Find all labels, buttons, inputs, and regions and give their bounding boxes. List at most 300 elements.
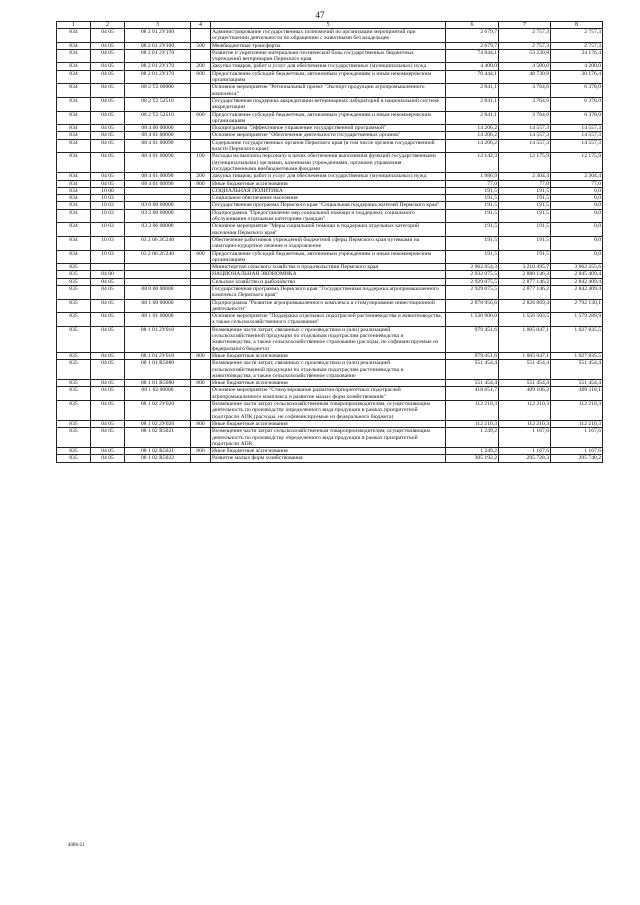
target-code-cell: 03 2 00 00000 — [125, 209, 191, 223]
description-cell: Сельское хозяйство и рыболовство — [211, 278, 446, 285]
amount-year3-cell: 0,0 — [551, 236, 603, 250]
amount-year1-cell: 2 878 956,6 — [446, 299, 499, 313]
table-row — [57, 139, 603, 153]
expense-type-cell — [191, 84, 211, 98]
table-row — [57, 236, 603, 250]
target-code-cell: 03 0 00 00000 — [125, 202, 191, 209]
target-code-cell: 08 1 02 2У020 — [125, 401, 191, 421]
description-cell: Социальное обеспечение населения — [211, 195, 446, 202]
amount-year2-cell: 14 557,3 — [499, 132, 551, 139]
expense-type-cell: 800 — [191, 380, 211, 387]
ministry-code-cell: 835 — [57, 401, 91, 421]
table-row — [57, 180, 603, 187]
amount-year1-cell: 2 932 075,5 — [446, 271, 499, 278]
amount-year3-cell: 0,0 — [551, 187, 603, 194]
header-cell: 7 — [499, 22, 551, 29]
section-code-cell: 10 03 — [91, 236, 125, 250]
ministry-code-cell: 835 — [57, 455, 91, 462]
amount-year1-cell: 2 929 075,5 — [446, 278, 499, 285]
target-code-cell: 08 4 01 00090 — [125, 153, 191, 173]
section-code-cell: 04 05 — [91, 352, 125, 359]
target-code-cell: 03 2 06 00000 — [125, 223, 191, 237]
amount-year2-cell: 53 230,8 — [499, 49, 551, 63]
amount-year2-cell: 191,5 — [499, 202, 551, 209]
ministry-code-cell: 834 — [57, 202, 91, 209]
table-body — [57, 29, 603, 463]
amount-year1-cell: 14 206,2 — [446, 132, 499, 139]
amount-year2-cell: 112 210,3 — [499, 420, 551, 427]
target-code-cell: 08 2 01 2У100 — [125, 42, 191, 49]
amount-year1-cell: 191,5 — [446, 250, 499, 264]
section-code-cell: 04 05 — [91, 401, 125, 421]
table-row — [57, 250, 603, 264]
amount-year1-cell: 305 192,2 — [446, 455, 499, 462]
amount-year2-cell: 77,0 — [499, 180, 551, 187]
amount-year1-cell: 1 249,2 — [446, 448, 499, 455]
target-code-cell: 08 2 01 2У170 — [125, 70, 191, 84]
amount-year1-cell: 2 929 075,5 — [446, 285, 499, 299]
amount-year3-cell: 295 740,2 — [551, 455, 603, 462]
section-code-cell: 04 05 — [91, 420, 125, 427]
table-row — [57, 326, 603, 352]
ministry-code-cell: 834 — [57, 209, 91, 223]
target-code-cell: 08 0 00 00000 — [125, 285, 191, 299]
amount-year1-cell: 74 844,1 — [446, 49, 499, 63]
description-cell: Иные бюджетные ассигнования — [211, 380, 446, 387]
target-code-cell: 08 2 T2 00000 — [125, 84, 191, 98]
target-code-cell — [125, 271, 191, 278]
amount-year2-cell: 12 175,9 — [499, 153, 551, 173]
target-code-cell: 08 1 02 2У020 — [125, 420, 191, 427]
ministry-code-cell: 834 — [57, 173, 91, 180]
description-cell: Иные бюджетные ассигнования — [211, 352, 446, 359]
expense-type-cell: 100 — [191, 153, 211, 173]
expense-type-cell — [191, 278, 211, 285]
description-cell: Подпрограмма "Эффективное управление государственной программой" — [211, 125, 446, 132]
amount-year3-cell: 34 176,4 — [551, 49, 603, 63]
amount-year1-cell: 191,5 — [446, 236, 499, 250]
description-cell: Администрирование государственных полномочий по организации мероприятий при осуществлении деятельности по обращению с животными без владельцев — [211, 29, 446, 43]
section-code-cell: 04 05 — [91, 387, 125, 401]
section-code-cell — [91, 264, 125, 271]
amount-year2-cell: 112 210,3 — [499, 401, 551, 421]
expense-type-cell: 800 — [191, 448, 211, 455]
amount-year2-cell: 14 557,3 — [499, 125, 551, 132]
section-code-cell: 04 05 — [91, 278, 125, 285]
amount-year1-cell: 2 679,7 — [446, 42, 499, 49]
amount-year2-cell: 551 454,4 — [499, 360, 551, 380]
target-code-cell — [125, 195, 191, 202]
amount-year3-cell: 2 842 409,4 — [551, 285, 603, 299]
ministry-code-cell: 834 — [57, 97, 91, 111]
section-code-cell: 04 05 — [91, 49, 125, 63]
description-cell: Содержание государственных органов Пермского края (в том числе органов государственной власти Пермского края) — [211, 139, 446, 153]
table-row — [57, 448, 603, 455]
amount-year1-cell: 12 142,3 — [446, 153, 499, 173]
ministry-code-cell: 835 — [57, 285, 91, 299]
amount-year3-cell: 3 062 355,6 — [551, 264, 603, 271]
table-row — [57, 455, 603, 462]
table-row — [57, 420, 603, 427]
target-code-cell: 08 1 01 2У010 — [125, 352, 191, 359]
table-row — [57, 313, 603, 327]
amount-year1-cell: 418 651,7 — [446, 387, 499, 401]
description-cell: Основное мероприятие "Меры социальной помощи и поддержки отдельных категорий населения Пермского края" — [211, 223, 446, 237]
amount-year3-cell: 14 557,3 — [551, 125, 603, 132]
amount-year2-cell: 551 454,4 — [499, 380, 551, 387]
table-row — [57, 299, 603, 313]
description-cell: Основное мероприятие "Региональный проект "Экспорт продукции агропромышленного комплекса" — [211, 84, 446, 98]
section-code-cell: 04 05 — [91, 448, 125, 455]
description-cell: Предоставление субсидий бюджетным, автономным учреждениям и иным некоммерческим организациям — [211, 70, 446, 84]
amount-year1-cell: 14 206,2 — [446, 125, 499, 132]
expense-type-cell — [191, 49, 211, 63]
amount-year1-cell: 979 451,6 — [446, 352, 499, 359]
table-row — [57, 42, 603, 49]
amount-year3-cell: 2 304,4 — [551, 173, 603, 180]
ministry-code-cell: 834 — [57, 29, 91, 43]
expense-type-cell — [191, 125, 211, 132]
table-row — [57, 209, 603, 223]
target-code-cell: 08 1 02 00000 — [125, 387, 191, 401]
document-code: 4086-21 — [68, 843, 85, 848]
table-row — [57, 428, 603, 448]
section-code-cell: 04 05 — [91, 153, 125, 173]
expense-type-cell — [191, 360, 211, 380]
section-code-cell: 04 05 — [91, 70, 125, 84]
section-code-cell: 10 03 — [91, 195, 125, 202]
amount-year1-cell: 191,5 — [446, 202, 499, 209]
target-code-cell: 08 1 02 R5021 — [125, 428, 191, 448]
target-code-cell: 08 1 01 R5080 — [125, 360, 191, 380]
expense-type-cell — [191, 202, 211, 209]
expense-type-cell — [191, 223, 211, 237]
description-cell: Возмещение части затрат сельскохозяйственным товаропроизводителям, осуществляющим деятельность по производству определенного вида продукции в рамках приоритетной подотрасли АПК — [211, 428, 446, 448]
amount-year2-cell: 48 730,8 — [499, 70, 551, 84]
amount-year3-cell: 1 027 835,5 — [551, 326, 603, 352]
amount-year1-cell: 77,0 — [446, 180, 499, 187]
amount-year3-cell: 551 454,4 — [551, 360, 603, 380]
table-row — [57, 271, 603, 278]
amount-year2-cell: 3 764,6 — [499, 111, 551, 125]
amount-year3-cell: 2 792 130,1 — [551, 299, 603, 313]
ministry-code-cell: 835 — [57, 360, 91, 380]
amount-year2-cell: 191,5 — [499, 187, 551, 194]
amount-year3-cell: 112 210,3 — [551, 401, 603, 421]
description-cell: Развитие и укрепление материально-технической базы государственных бюджетных учреждений ветеринарии Пермского края — [211, 49, 446, 63]
table-row — [57, 29, 603, 43]
amount-year3-cell: 12 175,9 — [551, 153, 603, 173]
amount-year1-cell: 2 841,1 — [446, 97, 499, 111]
description-cell: Расходы на выплаты персоналу в целях обеспечения выполнения функций государственными (муниципальными) органами, казенными учреждениями, органами управления государственными внебюджетными фондами — [211, 153, 446, 173]
amount-year1-cell: 551 454,4 — [446, 380, 499, 387]
amount-year1-cell: 2 841,1 — [446, 84, 499, 98]
section-code-cell: 04 00 — [91, 271, 125, 278]
ministry-code-cell: 835 — [57, 380, 91, 387]
target-code-cell: 08 2 T2 52510 — [125, 111, 191, 125]
description-cell: Иные бюджетные ассигнования — [211, 448, 446, 455]
section-code-cell: 10 00 — [91, 187, 125, 194]
expense-type-cell — [191, 187, 211, 194]
amount-year3-cell: 0,0 — [551, 195, 603, 202]
description-cell: Возмещение части затрат, связанных с производством и (или) реализацией сельскохозяйственной продукции по отдельным подотраслям растениеводства и животноводства, а также сельскохозяйственное страхование (расходы, не софинансируемые из федерального бюджета) — [211, 326, 446, 352]
section-code-cell: 04 05 — [91, 180, 125, 187]
amount-year2-cell: 1 556 503,5 — [499, 313, 551, 327]
section-code-cell: 10 03 — [91, 250, 125, 264]
expense-type-cell — [191, 455, 211, 462]
table-row — [57, 352, 603, 359]
ministry-code-cell: 834 — [57, 250, 91, 264]
ministry-code-cell: 834 — [57, 195, 91, 202]
section-code-cell: 04 05 — [91, 139, 125, 153]
table-row — [57, 111, 603, 125]
amount-year3-cell: 2 845 409,4 — [551, 271, 603, 278]
amount-year2-cell: 14 557,3 — [499, 139, 551, 153]
amount-year1-cell: 191,5 — [446, 223, 499, 237]
amount-year2-cell: 1 005 047,1 — [499, 326, 551, 352]
ministry-code-cell: 835 — [57, 313, 91, 327]
expense-type-cell: 800 — [191, 180, 211, 187]
section-code-cell: 04 05 — [91, 125, 125, 132]
ministry-code-cell: 835 — [57, 264, 91, 271]
amount-year3-cell: 6 378,0 — [551, 97, 603, 111]
amount-year2-cell: 191,5 — [499, 250, 551, 264]
amount-year3-cell: 551 454,4 — [551, 380, 603, 387]
section-code-cell: 04 05 — [91, 285, 125, 299]
section-code-cell: 04 05 — [91, 29, 125, 43]
ministry-code-cell: 834 — [57, 63, 91, 70]
description-cell: НАЦИОНАЛЬНАЯ ЭКОНОМИКА — [211, 271, 446, 278]
amount-year3-cell: 14 557,3 — [551, 139, 603, 153]
description-cell: Государственная программа Пермского края "Государственная поддержка агропромышленного комплекса Пермского края" — [211, 285, 446, 299]
target-code-cell: 08 1 02 R5021 — [125, 448, 191, 455]
table-row — [57, 264, 603, 271]
description-cell: Министерство сельского хозяйства и продовольствия Пермского края — [211, 264, 446, 271]
amount-year2-cell: 2 304,4 — [499, 173, 551, 180]
amount-year3-cell: 2 757,3 — [551, 29, 603, 43]
header-row — [57, 22, 603, 29]
target-code-cell: 08 4 01 00000 — [125, 132, 191, 139]
description-cell: Возмещение части затрат сельскохозяйственным товаропроизводителям, осуществляющим деятельность по производству определенного вида продукции в рамках приоритетной подотрасли АПК (расходы, не софинансируемые из федерального бюджета) — [211, 401, 446, 421]
ministry-code-cell: 834 — [57, 236, 91, 250]
target-code-cell: 08 4 01 00090 — [125, 173, 191, 180]
expense-type-cell — [191, 209, 211, 223]
expense-type-cell — [191, 401, 211, 421]
amount-year1-cell: 979 451,6 — [446, 326, 499, 352]
section-code-cell: 04 05 — [91, 360, 125, 380]
description-cell: Основное мероприятие "Поддержка отдельных подотраслей растениеводства и животноводства, а также сельскохозяйственного страхования" — [211, 313, 446, 327]
amount-year2-cell: 1 005 047,1 — [499, 352, 551, 359]
amount-year1-cell: 2 962 654,3 — [446, 264, 499, 271]
header-cell: 5 — [211, 22, 446, 29]
amount-year2-cell: 409 106,2 — [499, 387, 551, 401]
description-cell: Государственная поддержка аккредитации ветеринарных лабораторий в национальной системе аккредитации — [211, 97, 446, 111]
ministry-code-cell: 834 — [57, 49, 91, 63]
ministry-code-cell: 834 — [57, 111, 91, 125]
amount-year2-cell: 3 210 495,7 — [499, 264, 551, 271]
amount-year3-cell: 1 167,6 — [551, 428, 603, 448]
expense-type-cell — [191, 271, 211, 278]
description-cell: Межбюджетные трансферты — [211, 42, 446, 49]
amount-year3-cell: 1 579 289,9 — [551, 313, 603, 327]
expense-type-cell: 600 — [191, 70, 211, 84]
table-row — [57, 401, 603, 421]
ministry-code-cell: 835 — [57, 420, 91, 427]
table-row — [57, 187, 603, 194]
section-code-cell: 04 05 — [91, 380, 125, 387]
description-cell: Иные бюджетные ассигнования — [211, 420, 446, 427]
amount-year3-cell: 409 118,1 — [551, 387, 603, 401]
expense-type-cell: 200 — [191, 173, 211, 180]
expense-type-cell — [191, 236, 211, 250]
amount-year3-cell: 1 027 835,5 — [551, 352, 603, 359]
amount-year3-cell: 0,0 — [551, 209, 603, 223]
table-row — [57, 153, 603, 173]
description-cell: Иные бюджетные ассигнования — [211, 180, 446, 187]
amount-year2-cell: 295 728,3 — [499, 455, 551, 462]
expense-type-cell: 600 — [191, 250, 211, 264]
budget-table — [56, 21, 603, 463]
amount-year3-cell: 112 210,3 — [551, 420, 603, 427]
target-code-cell: 08 1 01 R5080 — [125, 380, 191, 387]
section-code-cell: 04 05 — [91, 84, 125, 98]
description-cell: Закупка товаров, работ и услуг для обеспечения государственных (муниципальных) нужд — [211, 173, 446, 180]
target-code-cell — [125, 278, 191, 285]
amount-year1-cell: 1 249,2 — [446, 428, 499, 448]
amount-year2-cell: 191,5 — [499, 209, 551, 223]
description-cell: Подпрограмма "Развитие агропромышленного комплекса и стимулирование инвестиционной деятельности" — [211, 299, 446, 313]
expense-type-cell — [191, 428, 211, 448]
table-row — [57, 278, 603, 285]
amount-year1-cell: 551 454,4 — [446, 360, 499, 380]
target-code-cell: 08 2 T2 52510 — [125, 97, 191, 111]
amount-year3-cell: 14 557,3 — [551, 132, 603, 139]
description-cell: Предоставление субсидий бюджетным, автономным учреждениям и иным некоммерческим организациям — [211, 250, 446, 264]
amount-year1-cell: 2 841,1 — [446, 111, 499, 125]
ministry-code-cell: 835 — [57, 387, 91, 401]
table-row — [57, 195, 603, 202]
amount-year3-cell: 77,0 — [551, 180, 603, 187]
amount-year1-cell: 14 206,2 — [446, 139, 499, 153]
amount-year1-cell: 1 530 906,0 — [446, 313, 499, 327]
section-code-cell: 04 05 — [91, 455, 125, 462]
section-code-cell: 04 05 — [91, 313, 125, 327]
ministry-code-cell: 834 — [57, 84, 91, 98]
table-row — [57, 380, 603, 387]
target-code-cell: 08 2 01 2У170 — [125, 63, 191, 70]
section-code-cell: 04 05 — [91, 111, 125, 125]
expense-type-cell — [191, 139, 211, 153]
expense-type-cell: 800 — [191, 352, 211, 359]
table-row — [57, 63, 603, 70]
section-code-cell: 10 03 — [91, 209, 125, 223]
ministry-code-cell: 834 — [57, 139, 91, 153]
ministry-code-cell: 835 — [57, 352, 91, 359]
target-code-cell: 08 4 00 00000 — [125, 125, 191, 132]
ministry-code-cell: 835 — [57, 271, 91, 278]
expense-type-cell: 200 — [191, 63, 211, 70]
amount-year1-cell: 191,5 — [446, 195, 499, 202]
expense-type-cell — [191, 264, 211, 271]
table-row — [57, 387, 603, 401]
description-cell: Возмещение части затрат, связанных с производством и (или) реализацией сельскохозяйственной продукции по отдельным подотраслям растениеводства и животноводства, а также сельскохозяйственное страхование — [211, 360, 446, 380]
target-code-cell — [125, 187, 191, 194]
amount-year2-cell: 191,5 — [499, 195, 551, 202]
amount-year2-cell: 191,5 — [499, 223, 551, 237]
ministry-code-cell: 835 — [57, 278, 91, 285]
description-cell: Закупка товаров, работ и услуг для обеспечения государственных (муниципальных) нужд — [211, 63, 446, 70]
target-code-cell: 08 2 01 2У100 — [125, 29, 191, 43]
expense-type-cell — [191, 29, 211, 43]
amount-year3-cell: 0,0 — [551, 202, 603, 209]
target-code-cell: 08 1 01 2У010 — [125, 326, 191, 352]
expense-type-cell — [191, 132, 211, 139]
table-row — [57, 360, 603, 380]
expense-type-cell — [191, 195, 211, 202]
section-code-cell: 10 03 — [91, 223, 125, 237]
expense-type-cell — [191, 326, 211, 352]
header-cell: 1 — [57, 22, 91, 29]
description-cell: Предоставление субсидий бюджетным, автономным учреждениям и иным некоммерческим организациям — [211, 111, 446, 125]
amount-year2-cell: 1 167,6 — [499, 448, 551, 455]
target-code-cell — [125, 264, 191, 271]
amount-year1-cell: 191,5 — [446, 209, 499, 223]
header-cell: 8 — [551, 22, 603, 29]
amount-year3-cell: 30 176,4 — [551, 70, 603, 84]
amount-year3-cell: 6 378,0 — [551, 111, 603, 125]
amount-year1-cell: 112 210,3 — [446, 401, 499, 421]
ministry-code-cell: 834 — [57, 153, 91, 173]
description-cell: Основное мероприятие "Стимулирование развития приоритетных подотраслей агропромышленного комплекса и развитие малых форм хозяйствования" — [211, 387, 446, 401]
section-code-cell: 04 05 — [91, 42, 125, 49]
section-code-cell: 04 05 — [91, 132, 125, 139]
ministry-code-cell: 834 — [57, 42, 91, 49]
ministry-code-cell: 835 — [57, 428, 91, 448]
amount-year3-cell: 1 167,6 — [551, 448, 603, 455]
description-cell: Развитие малых форм хозяйствования — [211, 455, 446, 462]
amount-year2-cell: 1 167,6 — [499, 428, 551, 448]
description-cell: Государственная программа Пермского края "Социальная поддержка жителей Пермского края" — [211, 202, 446, 209]
expense-type-cell: 500 — [191, 42, 211, 49]
table-row — [57, 202, 603, 209]
section-code-cell: 04 05 — [91, 173, 125, 180]
ministry-code-cell: 835 — [57, 448, 91, 455]
description-cell: Обеспечение работников учреждений бюджетной сферы Пермского края путевками на санаторно-курортное лечение и оздоровление — [211, 236, 446, 250]
target-code-cell: 08 1 00 00000 — [125, 299, 191, 313]
target-code-cell: 08 1 01 00000 — [125, 313, 191, 327]
expense-type-cell — [191, 387, 211, 401]
target-code-cell: 03 2 06 2C240 — [125, 250, 191, 264]
ministry-code-cell: 835 — [57, 326, 91, 352]
ministry-code-cell: 835 — [57, 299, 91, 313]
amount-year2-cell: 2 757,3 — [499, 29, 551, 43]
ministry-code-cell: 834 — [57, 70, 91, 84]
amount-year1-cell: 70 444,1 — [446, 70, 499, 84]
table-row — [57, 84, 603, 98]
table-row — [57, 70, 603, 84]
ministry-code-cell: 834 — [57, 125, 91, 132]
section-code-cell: 04 05 — [91, 63, 125, 70]
page-number: 47 — [315, 10, 325, 20]
description-cell: СОЦИАЛЬНАЯ ПОЛИТИКА — [211, 187, 446, 194]
section-code-cell: 10 03 — [91, 202, 125, 209]
description-cell: Подпрограмма "Предоставление мер социальной помощи и поддержки, социального обслуживания отдельным категориям граждан" — [211, 209, 446, 223]
amount-year2-cell: 2 877 146,2 — [499, 278, 551, 285]
header-cell: 3 — [125, 22, 191, 29]
amount-year1-cell: 2 679,7 — [446, 29, 499, 43]
target-code-cell: 08 2 01 2У170 — [125, 49, 191, 63]
amount-year1-cell: 112 210,3 — [446, 420, 499, 427]
